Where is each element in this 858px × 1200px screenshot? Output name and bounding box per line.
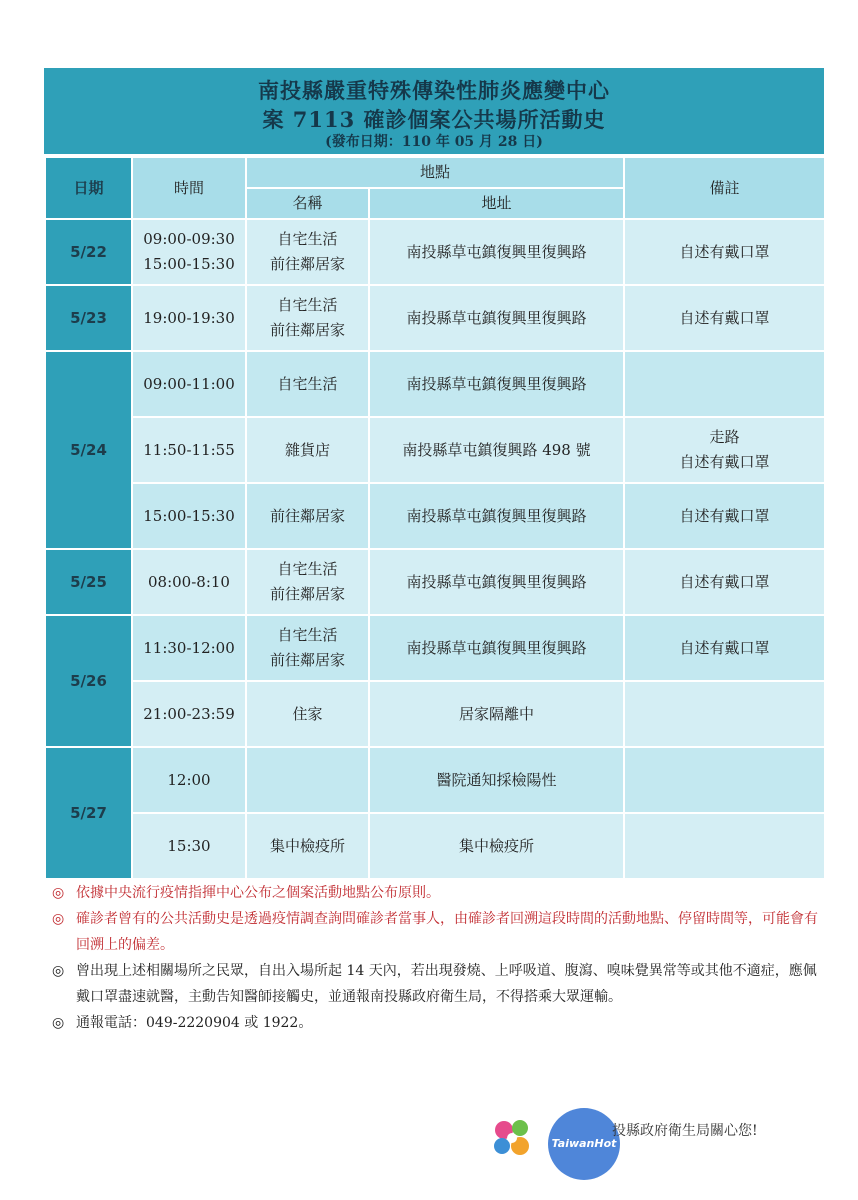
row-remark: 自述有戴口罩 [624, 219, 825, 285]
table-row [45, 219, 825, 285]
row-date: 5/23 [45, 285, 132, 351]
header-location: 地點 [246, 157, 624, 188]
row-address: 南投縣草屯鎮復興里復興路 [369, 285, 624, 351]
table-row [45, 747, 825, 813]
row-remark: 走路 自述有戴口罩 [624, 417, 825, 483]
table-row [45, 549, 825, 615]
table-row [45, 417, 825, 483]
table-row [45, 285, 825, 351]
row-address: 南投縣草屯鎮復興里復興路 [369, 615, 624, 681]
row-remark: 自述有戴口罩 [624, 483, 825, 549]
table-row [45, 681, 825, 747]
activity-table [44, 156, 826, 880]
row-name: 自宅生活 前往鄰居家 [246, 549, 369, 615]
row-time: 21:00-23:59 [132, 681, 246, 747]
row-name: 前往鄰居家 [246, 483, 369, 549]
row-time: 11:50-11:55 [132, 417, 246, 483]
row-remark: 自述有戴口罩 [624, 285, 825, 351]
document-header [44, 68, 824, 154]
header-remarks: 備註 [624, 157, 825, 219]
row-address: 集中檢疫所 [369, 813, 624, 879]
note-marker: ◎ [52, 963, 65, 979]
note-marker: ◎ [52, 911, 65, 927]
row-time: 11:30-12:00 [132, 615, 246, 681]
note-1 [52, 880, 822, 906]
row-time: 15:00-15:30 [132, 483, 246, 549]
row-address: 南投縣草屯鎮復興里復興路 [369, 483, 624, 549]
table-row [45, 813, 825, 879]
row-name: 住家 [246, 681, 369, 747]
footer [490, 1108, 830, 1178]
note-marker: ◎ [52, 885, 65, 901]
row-address: 南投縣草屯鎮復興路 498 號 [369, 417, 624, 483]
row-remark [624, 351, 825, 417]
note-4 [52, 1010, 822, 1036]
header-address: 地址 [369, 188, 624, 219]
row-time: 08:00-8:10 [132, 549, 246, 615]
title-line-1: 南投縣嚴重特殊傳染性肺炎應變中心 [258, 78, 610, 103]
row-name: 雜貨店 [246, 417, 369, 483]
notes-section [52, 880, 822, 1036]
row-date: 5/24 [45, 351, 132, 549]
row-time: 19:00-19:30 [132, 285, 246, 351]
row-time: 09:00-11:00 [132, 351, 246, 417]
row-remark: 自述有戴口罩 [624, 615, 825, 681]
row-name: 集中檢疫所 [246, 813, 369, 879]
row-time: 12:00 [132, 747, 246, 813]
flower-logo-icon [490, 1116, 534, 1160]
row-date: 5/22 [45, 219, 132, 285]
note-2-text: 確診者曾有的公共活動史是透過疫情調查詢問確診者當事人，由確診者回溯這段時間的活動地點、停留時間等，可能會有回溯上的偏差。 [76, 911, 818, 953]
table-row [45, 351, 825, 417]
note-2 [52, 906, 822, 958]
footer-credit: 投縣政府衛生局關心您! [612, 1123, 758, 1139]
row-name: 自宅生活 前往鄰居家 [246, 615, 369, 681]
header-date: 日期 [45, 157, 132, 219]
row-remark: 自述有戴口罩 [624, 549, 825, 615]
row-name [246, 747, 369, 813]
row-name: 自宅生活 前往鄰居家 [246, 219, 369, 285]
note-1-text: 依據中央流行疫情指揮中心公布之個案活動地點公布原則。 [76, 885, 440, 901]
table-row [45, 483, 825, 549]
taiwanhot-logo: TaiwanHot [548, 1108, 620, 1180]
row-name: 自宅生活 [246, 351, 369, 417]
header-time: 時間 [132, 157, 246, 219]
row-time: 09:00-09:30 15:00-15:30 [132, 219, 246, 285]
row-remark [624, 813, 825, 879]
row-remark [624, 681, 825, 747]
row-name: 自宅生活 前往鄰居家 [246, 285, 369, 351]
note-3 [52, 958, 822, 1010]
row-address: 南投縣草屯鎮復興里復興路 [369, 219, 624, 285]
row-date: 5/27 [45, 747, 132, 879]
row-time: 15:30 [132, 813, 246, 879]
release-date: (發布日期：110 年 05 月 28 日) [325, 134, 543, 150]
note-marker: ◎ [52, 1015, 65, 1031]
row-address: 居家隔離中 [369, 681, 624, 747]
table-row [45, 615, 825, 681]
note-4-text: 通報電話：049-2220904 或 1922。 [76, 1015, 313, 1031]
header-name: 名稱 [246, 188, 369, 219]
title-line-2: 案 7113 確診個案公共場所活動史 [262, 107, 606, 132]
row-address: 醫院通知採檢陽性 [369, 747, 624, 813]
row-remark [624, 747, 825, 813]
row-address: 南投縣草屯鎮復興里復興路 [369, 351, 624, 417]
row-address: 南投縣草屯鎮復興里復興路 [369, 549, 624, 615]
row-date: 5/25 [45, 549, 132, 615]
row-date: 5/26 [45, 615, 132, 747]
note-3-text: 曾出現上述相關場所之民眾，自出入場所起 14 天內，若出現發燒、上呼吸道、腹瀉、嗅味覺異常等或其他不適症，應佩戴口罩盡速就醫，主動告知醫師接觸史，並通報南投縣政府衛生局，不得搭乘大眾運輸。 [76, 963, 817, 1005]
